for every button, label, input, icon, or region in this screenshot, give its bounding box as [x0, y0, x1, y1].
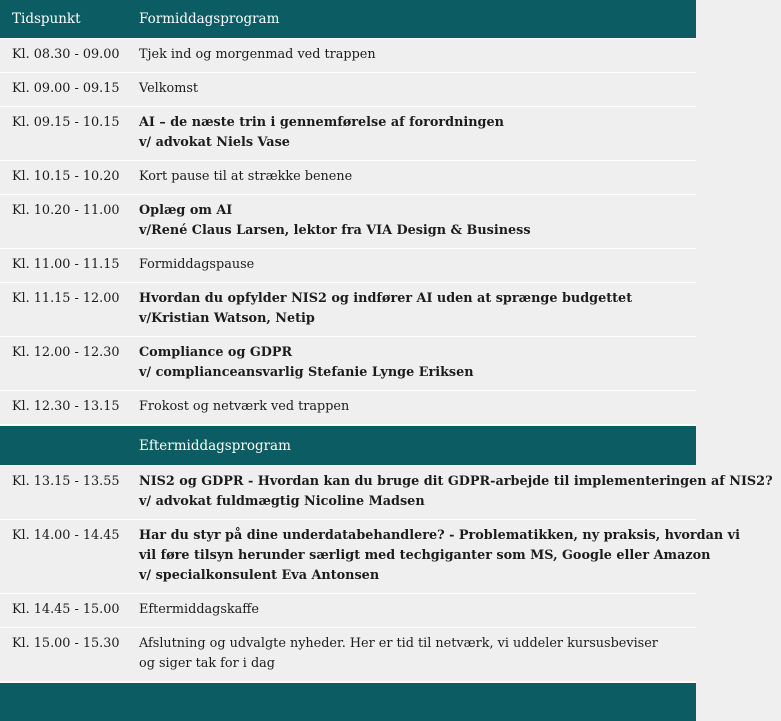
row-text: Tjek ind og morgenmad ved trappen — [139, 47, 376, 62]
session-title: NIS2 og GDPR - Hvordan kan du bruge dit GDPR-arbejde til implementeringen af NIS2? — [139, 474, 773, 489]
table-row — [0, 520, 740, 594]
table-row — [0, 249, 696, 283]
table-row — [0, 283, 696, 337]
session-speaker: v/Kristian Watson, Netip — [139, 311, 315, 326]
table-row — [0, 107, 696, 161]
table-header — [0, 0, 696, 39]
session-title-cont: vil føre tilsyn herunder særligt med techgiganter som MS, Google eller Amazon — [139, 548, 711, 563]
row-time: Kl. 14.45 - 15.00 — [12, 602, 120, 617]
row-text: Afslutning og udvalgte nyheder. Her er tid til netværk, vi uddeler kursusbeviser — [139, 636, 658, 651]
row-text: Eftermiddagskaffe — [139, 602, 259, 617]
table-row — [0, 161, 696, 195]
row-time: Kl. 13.15 - 13.55 — [12, 474, 120, 489]
table-row — [0, 594, 696, 628]
afternoon-header — [0, 425, 696, 466]
header-time: Tidspunkt — [12, 11, 81, 27]
row-time: Kl. 10.20 - 11.00 — [12, 203, 120, 218]
row-time: Kl. 09.00 - 09.15 — [12, 81, 120, 96]
row-time: Kl. 11.15 - 12.00 — [12, 291, 120, 306]
table-row — [0, 337, 696, 391]
table-row — [0, 391, 696, 425]
session-title: Oplæg om AI — [139, 203, 233, 218]
row-time: Kl. 14.00 - 14.45 — [12, 528, 120, 543]
session-speaker: v/ advokat Niels Vase — [139, 135, 290, 150]
row-time: Kl. 11.00 - 11.15 — [12, 257, 120, 272]
table-row — [0, 73, 696, 107]
row-text: Formiddagspause — [139, 257, 255, 272]
row-time: Kl. 10.15 - 10.20 — [12, 169, 120, 184]
table-row — [0, 39, 696, 73]
table-row — [0, 466, 773, 520]
row-time: Kl. 12.00 - 12.30 — [12, 345, 120, 360]
session-title: Hvordan du opfylder NIS2 og indfører AI uden at sprænge budgettet — [139, 291, 633, 306]
session-title: Har du styr på dine underdatabehandlere? - Problematikken, ny praksis, hvordan vi — [139, 528, 740, 543]
header-afternoon-program: Eftermiddagsprogram — [139, 437, 291, 454]
row-time: Kl. 09.15 - 10.15 — [12, 115, 120, 130]
session-title: AI – de næste trin i gennemførelse af forordningen — [139, 115, 504, 130]
row-time: Kl. 12.30 - 13.15 — [12, 399, 120, 414]
row-text: Velkomst — [139, 81, 199, 96]
row-text: Frokost og netværk ved trappen — [139, 399, 350, 414]
session-speaker: v/René Claus Larsen, lektor fra VIA Design & Business — [139, 223, 531, 238]
table-row — [0, 628, 696, 682]
row-time: Kl. 15.00 - 15.30 — [12, 636, 120, 651]
table-footer — [0, 682, 696, 721]
table-row — [0, 195, 696, 249]
session-title: Compliance og GDPR — [139, 345, 293, 360]
header-morning-program: Formiddagsprogram — [139, 11, 280, 27]
row-time: Kl. 08.30 - 09.00 — [12, 47, 120, 62]
row-text-cont: og siger tak for i dag — [139, 656, 275, 671]
session-speaker: v/ complianceansvarlig Stefanie Lynge Eriksen — [139, 365, 474, 380]
session-speaker: v/ specialkonsulent Eva Antonsen — [139, 568, 380, 583]
session-speaker: v/ advokat fuldmægtig Nicoline Madsen — [139, 494, 425, 509]
row-text: Kort pause til at strække benene — [139, 169, 353, 184]
